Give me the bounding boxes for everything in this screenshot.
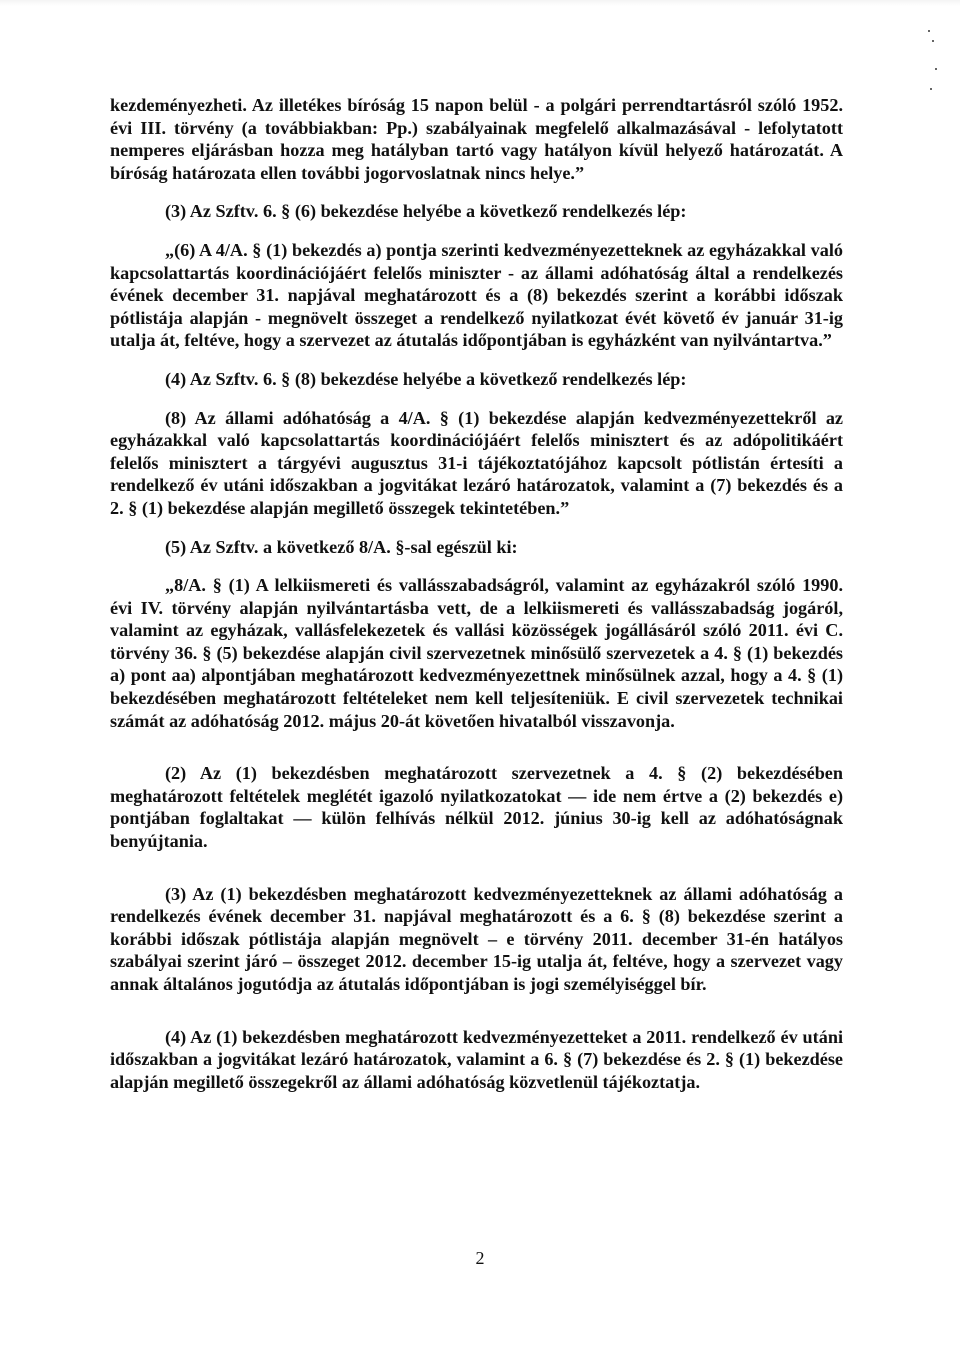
amendment-text-8: (8) Az állami adóhatóság a 4/A. § (1) bekezdése alapján kedvezményezettekről az egyházakkal való kapcsolattartás koordinációjáért felelős minisztert és az adópolitikáért felelős minisztert a tárgyévi augusztus 31-i tájékoztatójához kapcsolt pótlistán értesíti a rendelkező év utáni időszakban a jogvitákat lezáró határozatok, valamint a (7) bekezdés és a 2. § (1) bekezdése alapján megillető összegek tekintetében.”	[110, 407, 843, 518]
paragraph-continuation: kezdeményezheti. Az illetékes bíróság 15 napon belül - a polgári perrendtartásról szóló 1952. évi III. törvény (a továbbiakban: Pp.) szabályainak megfelelő alkalmazásával - lefolytatott nemperes eljárásban hozza meg hatályban tartó vagy hatályon kívül helyező határozatát. A bíróság határozata ellen további jogorvoslatnak nincs helye.”	[110, 95, 843, 183]
section-8a-paragraph-2: (2) Az (1) bekezdésben meghatározott szervezetnek a 4. § (2) bekezdésében meghatározott feltételek meglétét igazoló nyilatkozatokat — ide nem értve a (2) bekezdés e) pontjában foglaltakat — külön felhívás nélkül 2012. június 30-ig kell az adóhatóságnak benyújtania.	[110, 763, 843, 852]
scan-top-edge	[0, 0, 960, 6]
amendment-heading-5: (5) Az Szftv. a következő 8/A. §-sal egészül ki:	[165, 536, 518, 557]
amendment-heading-4: (4) Az Szftv. 6. § (8) bekezdése helyébe a következő rendelkezés lép:	[165, 368, 687, 389]
scan-speck	[935, 68, 937, 70]
page-number: 2	[475, 1248, 485, 1268]
section-8a-paragraph-3: (3) Az (1) bekezdésben meghatározott kedvezményezetteknek az állami adóhatóság a rendelkezés évének december 31. napjával meghatározott és a 6. § (8) bekezdése szerint a korábbi időszak pótlistája alapján megnövelt – e törvény 2011. december 31-én hatályos szabályai szerint járó – összeget 2012. december 15-ig utalja át, feltéve, hogy a szervezet vagy annak általános jogutódja az átutalás időpontjában is jogi személyiséggel bír.	[110, 883, 843, 994]
section-8a-paragraph-1: „8/A. § (1) A lelkiismereti és vallásszabadságról, valamint az egyházakról szóló 1990. évi IV. törvény alapján nyilvántartásba vett, de a lelkiismereti és vallásszabadság jogáról, valamint az egyházak, vallásfelekezetek és vallási közösségek jogállásáról szóló 2011. évi C. törvény 36. § (5) bekezdése alapján civil szervezetnek minősülő szervezetek a 4. § (1) bekezdés a) pont aa) alpontjában meghatározott kedvezményezettnek minősülnek azzal, hogy a 4. § (1) bekezdésében meghatározott feltételeket nem kell teljesíteniük. E civil szervezetek technikai számát az adóhatóság 2012. május 20-át követően hivatalból visszavonja.	[110, 575, 843, 731]
document-body	[110, 94, 843, 1093]
amendment-text-6: „(6) A 4/A. § (1) bekezdés a) pontja szerinti kedvezményezetteknek az egyházakkal való kapcsolattartás koordinációjáért felelős miniszter - az állami adóhatóság által a rendelkezés évének december 31. napjával meghatározott és a (8) bekezdés szerint a korábbi időszak pótlistája alapján - megnövelt összeget a rendelkező nyilatkozat évét követő év január 31-ig utalja át, feltéve, hogy a szervezet az átutalás időpontjában is egyházként van nyilvántartva.”	[110, 239, 843, 351]
scan-speck	[932, 40, 934, 42]
amendment-heading-3: (3) Az Szftv. 6. § (6) bekezdése helyébe a következő rendelkezés lép:	[165, 201, 687, 222]
scan-speck	[928, 30, 930, 32]
section-8a-paragraph-4: (4) Az (1) bekezdésben meghatározott kedvezményezetteket a 2011. rendelkező év utáni időszakban a jogvitákat lezáró határozatok, valamint a 6. § (7) bekezdése és 2. § (1) bekezdése alapján megillető összegekről az állami adóhatóság közvetlenül tájékoztatja.	[110, 1026, 843, 1092]
scan-speck	[930, 88, 932, 90]
